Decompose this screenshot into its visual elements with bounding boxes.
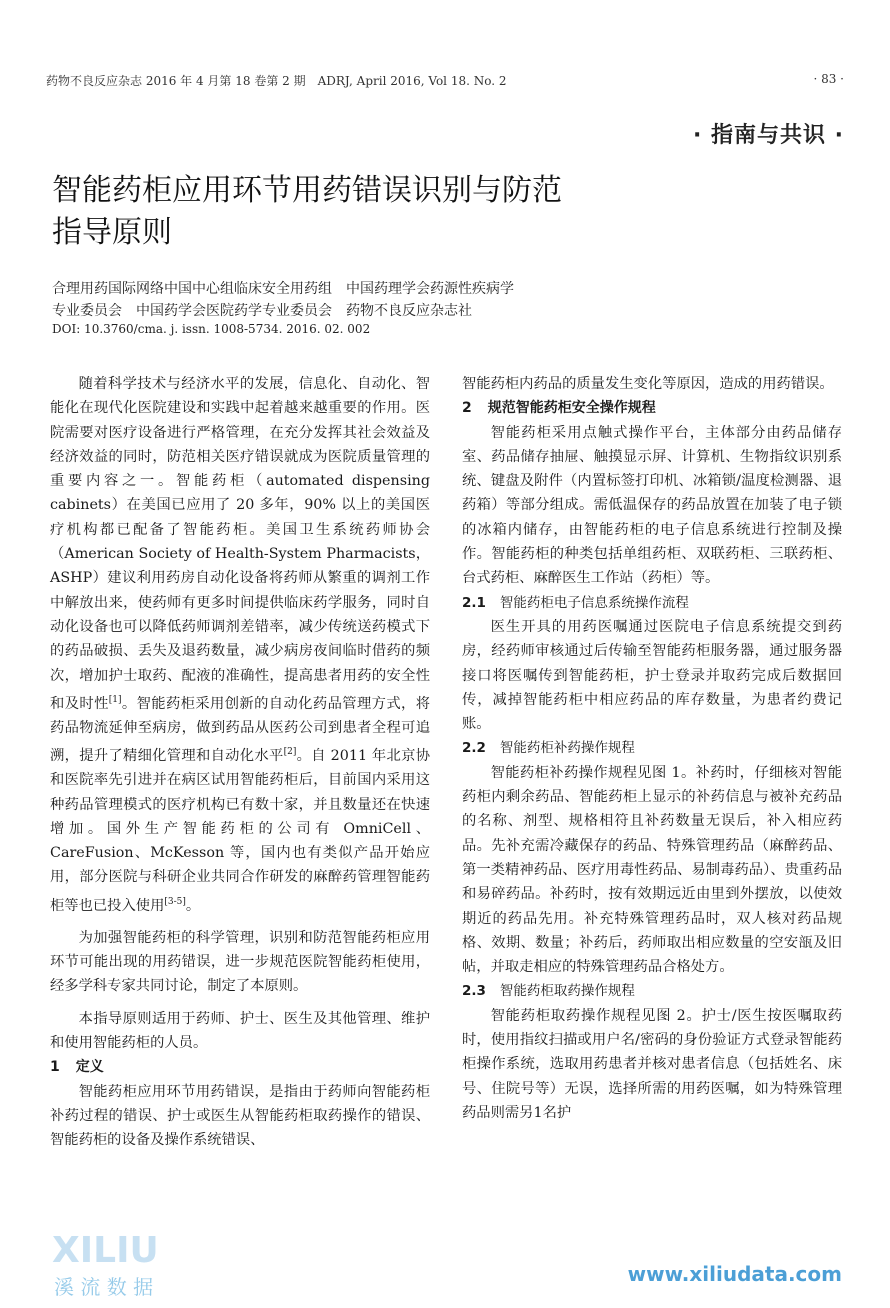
heading-number: 1 (50, 1059, 60, 1076)
paragraph-retrieval: 智能药柜取药操作规程见图 2。护士/医生按医嘱取药时，使用指纹扫描或用户名/密码的身份验证方式登录智能药柜操作系统，选取用药患者并核对患者信息（包括姓名、床号、住院号等）无误，选择所需的用药医嘱，如为特殊管理药品则需另1名护 (462, 1007, 842, 1121)
running-head (46, 72, 844, 89)
intro-text-b: 。智能药柜采用创新的自动化药品管理方式，将药品物流延伸至病房，做到药品从医药公司到患者全程可追溯，提升了精细化管理和自动化水平 (50, 695, 431, 764)
authors (52, 278, 812, 322)
right-column (462, 372, 842, 1125)
heading-2-1 (462, 591, 842, 615)
heading-number: 2.1 (462, 594, 486, 611)
intro-text-c: 。自 2011 年北京协和医院率先引进并在病区试用智能药柜后，目前国内采用这种药品管理模式的医疗机构已有数十家，并且数量还在快速增加。国外生产智能药柜的公司有 OmniCell、CareFusion、McKesson 等，国内也有类似产品开始应用，部分医院与科研企业共同合作研发的麻醉药管理智能药柜等也已投入使用 (50, 747, 430, 914)
watermark-url[interactable]: www.xiliudata.com (627, 1262, 842, 1286)
article-title (52, 170, 652, 254)
reference-2[interactable]: [2] (283, 747, 297, 758)
journal-info: 药物不良反应杂志 2016 年 4 月第 18 卷第 2 期 ADRJ, April 2016, Vol 18. No. 2 (46, 74, 507, 88)
heading-2-2 (462, 736, 842, 760)
paragraph-purpose: 为加强智能药柜的科学管理，识别和防范智能药柜应用环节可能出现的用药错误，进一步规范医院智能药柜使用，经多学科专家共同讨论，制定了本原则。 (50, 929, 430, 995)
paragraph-restock: 智能药柜补药操作规程见图 1。补药时，仔细核对智能药柜内剩余药品、智能药柜上显示的补药信息与被补充药品的名称、剂型、规格相符且补药数量无误后，补入相应药品。先补充需冷藏保存的药品、特殊管理药品（麻醉药品、第一类精神药品、医疗用毒性药品、易制毒药品）、贵重药品和易碎药品。补药时，按有效期远近由里到外摆放，以使效期近的药品先用。补充特殊管理药品时，双人核对药品规格、效期、数量；补药后，药师取出相应数量的空安瓿及旧帖，并取走相应的特殊管理药品合格处方。 (462, 764, 842, 976)
heading-text: 智能药柜补药操作规程 (499, 740, 635, 757)
paragraph-cabinet-structure: 智能药柜采用点触式操作平台，主体部分由药品储存室、药品储存抽屉、触摸显示屏、计算机、生物指纹识别系统、键盘及附件（内置标签打印机、冰箱锁/温度检测器、退药箱）等部分组成。需低温保存的药品放置在加装了电子锁的冰箱内储存，由智能药柜的电子信息系统进行控制及操作。智能药柜的种类包括单组药柜、双联药柜、三联药柜、台式药柜、麻醉医生工作站（药柜）等。 (462, 424, 842, 587)
heading-text: 智能药柜电子信息系统操作流程 (499, 594, 689, 611)
paragraph-intro (50, 372, 430, 918)
section-tag: · 指南与共识 · (692, 123, 844, 148)
heading-definition (50, 1055, 430, 1079)
authors-line-1: 合理用药国际网络中国中心组临床安全用药组 中国药理学会药源性疾病学 (52, 281, 514, 297)
heading-text: 智能药柜取药操作规程 (499, 983, 635, 1000)
page-number: · 83 · (813, 72, 844, 86)
intro-text-d: 。 (185, 897, 201, 914)
paragraph-scope: 本指导原则适用于药师、护士、医生及其他管理、维护和使用智能药柜的人员。 (50, 1010, 430, 1052)
heading-number: 2.3 (462, 983, 486, 1000)
left-column (50, 372, 430, 1153)
paragraph-definition-cont: 智能药柜内药品的质量发生变化等原因，造成的用药错误。 (462, 376, 834, 392)
title-line-2: 指导原则 (52, 215, 172, 250)
paragraph-definition: 智能药柜应用环节用药错误，是指由于药师向智能药柜补药过程的错误、护士或医生从智能药柜取药操作的错误、智能药柜的设备及操作系统错误、 (50, 1083, 430, 1149)
heading-number: 2 (462, 400, 472, 417)
heading-operating-rules (462, 396, 842, 420)
doi: DOI: 10.3760/cma. j. issn. 1008-5734. 2016. 02. 002 (52, 322, 371, 336)
logo-chinese: 溪 流 数 据 (54, 1275, 154, 1299)
xiliu-logo (48, 1222, 198, 1302)
authors-line-2: 专业委员会 中国药学会医院药学专业委员会 药物不良反应杂志社 (52, 303, 472, 319)
reference-3-5[interactable]: [3-5] (164, 896, 186, 907)
intro-text-a: 随着科学技术与经济水平的发展，信息化、自动化、智能化在现代化医院建设和实践中起着越来越重要的作用。医院需要对医疗设备进行严格管理，在充分发挥其社会效益及经济效益的同时，防范相关医疗错误就成为医院质量管理的重要内容之一。智能药柜（automated dispensing cabinets）在美国已应用了 20 多年，90% 以上的美国医疗机构都已配备了智能药柜。美国卫生系统药师协会（American Society of Health-System Pharmacists，ASHP）建议利用药房自动化设备将药师从繁重的调剂工作中解放出来，使药师有更多时间提供临床药学服务，同时自动化设备也可以降低药师调剂差错率，减少传统送药模式下的药品破损、丢失及退药数量，减少病房夜间临时借药的频次，增加护士取药、配液的准确性，提高患者用药的安全性和及时性 (50, 376, 430, 712)
logo-wordmark: XILIU (52, 1230, 159, 1271)
paragraph-info-system: 医生开具的用药医嘱通过医院电子信息系统提交到药房，经药师审核通过后传输至智能药柜服务器，通过服务器接口将医嘱传到智能药柜，护士登录并取药完成后数据回传，减掉智能药柜中相应药品的库存数量，为患者约费记账。 (462, 618, 842, 733)
heading-number: 2.2 (462, 740, 486, 757)
title-line-1: 智能药柜应用环节用药错误识别与防范 (52, 173, 562, 208)
heading-text: 定义 (75, 1059, 104, 1076)
heading-2-3 (462, 979, 842, 1003)
reference-1[interactable]: [1] (108, 694, 122, 705)
heading-text: 规范智能药柜安全操作规程 (487, 400, 656, 417)
